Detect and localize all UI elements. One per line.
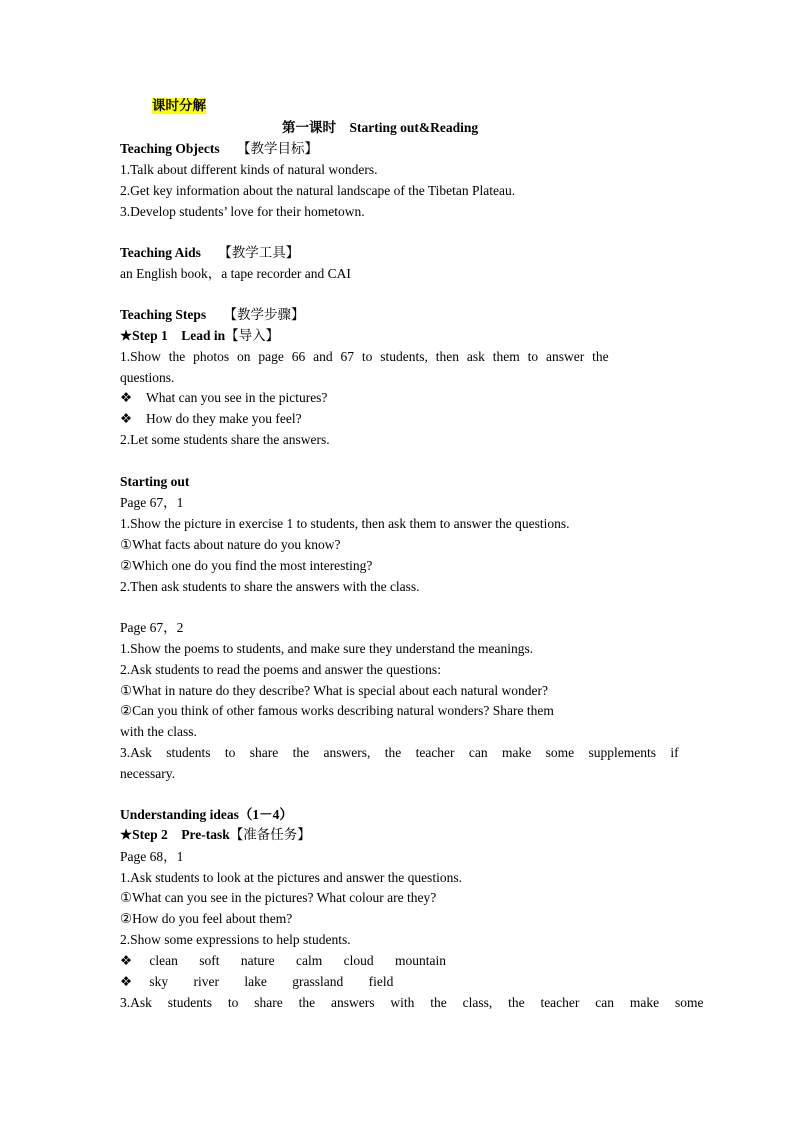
word: field xyxy=(368,974,394,989)
aids-text: an English book，a tape recorder and CAI xyxy=(120,266,351,281)
starting-out-p2-justified xyxy=(120,744,679,762)
objects-heading xyxy=(120,140,318,158)
aids-heading-cn: 【教学工具】 xyxy=(218,245,300,261)
objects-item-2: 2.Get key information about the natural landscape of the Tibetan Plateau. xyxy=(120,183,516,198)
word: grassland xyxy=(292,974,344,989)
understanding-last-line-text: 3.Ask students to share the answers with the class, the teacher can make some xyxy=(120,995,704,1010)
starting-out-p2-line4: ②Can you think of other famous works describing natural wonders? Share them xyxy=(120,703,554,718)
starting-out-p2-justified-cont: necessary. xyxy=(120,766,175,781)
starting-out-p2-line5: with the class. xyxy=(120,724,197,739)
understanding-line3: ②How do you feel about them? xyxy=(120,911,293,926)
step1-bullet-2-text: How do they make you feel? xyxy=(146,411,302,426)
word: nature xyxy=(240,953,275,968)
understanding-line1: 1.Ask students to look at the pictures and answer the questions. xyxy=(120,870,462,885)
word: river xyxy=(193,974,219,989)
starting-out-p1-line3: ②Which one do you find the most interesting? xyxy=(120,558,373,573)
understanding-heading: Understanding ideas（1－4） xyxy=(120,807,293,822)
step1-line1-text: 1.Show the photos on page 66 and 67 to students, then ask them to answer the xyxy=(120,349,609,364)
star-icon: ★ xyxy=(120,827,133,842)
aids-heading-en: Teaching Aids xyxy=(120,245,201,260)
understanding-page: Page 68，1 xyxy=(120,849,184,864)
word: clean xyxy=(149,953,178,968)
diamond-bullet-icon: ❖ xyxy=(120,953,133,969)
starting-out-p1-line2: ①What facts about nature do you know? xyxy=(120,537,341,552)
word: calm xyxy=(295,953,323,968)
steps-heading xyxy=(120,306,305,324)
words-row-2 xyxy=(120,973,393,991)
starting-out-p1-line4: 2.Then ask students to share the answers with the class. xyxy=(120,579,420,594)
starting-out-p2-line3: ①What in nature do they describe? What is special about each natural wonder? xyxy=(120,683,548,698)
step1-cn: 【导入】 xyxy=(225,328,280,344)
aids-heading xyxy=(120,244,299,262)
word: soft xyxy=(199,953,220,968)
step1-bullet-1 xyxy=(120,389,327,407)
starting-out-p2-line2: 2.Ask students to read the poems and answer the questions: xyxy=(120,662,441,677)
step1-heading xyxy=(120,327,279,345)
starting-out-heading: Starting out xyxy=(120,474,190,489)
lesson-title: 第一课时 Starting out&Reading xyxy=(282,120,479,135)
diamond-bullet-icon: ❖ xyxy=(120,390,133,406)
step1-title: Step 1 Lead in xyxy=(132,328,226,343)
objects-heading-cn: 【教学目标】 xyxy=(237,141,319,157)
step2-title: Step 2 Pre-task xyxy=(132,827,230,842)
step1-line2: 2.Let some students share the answers. xyxy=(120,432,330,447)
words-row-1 xyxy=(120,952,446,970)
understanding-last-line xyxy=(120,994,704,1012)
starting-out-p1-line1: 1.Show the picture in exercise 1 to students, then ask them to answer the questions. xyxy=(120,516,570,531)
diamond-bullet-icon: ❖ xyxy=(120,411,133,427)
section-tag xyxy=(152,97,206,115)
step1-line1 xyxy=(120,348,672,366)
star-icon: ★ xyxy=(120,328,133,343)
objects-heading-en: Teaching Objects xyxy=(120,141,220,156)
starting-out-p2-line1: 1.Show the poems to students, and make sure they understand the meanings. xyxy=(120,641,534,656)
understanding-line4: 2.Show some expressions to help students. xyxy=(120,932,351,947)
understanding-line2: ①What can you see in the pictures? What colour are they? xyxy=(120,890,437,905)
word: lake xyxy=(244,974,267,989)
starting-out-page2: Page 67，2 xyxy=(120,620,184,635)
objects-item-3: 3.Develop students’ love for their hometown. xyxy=(120,204,365,219)
step1-bullet-2 xyxy=(120,410,302,428)
word: cloud xyxy=(343,953,374,968)
step1-line1-cont: questions. xyxy=(120,370,175,385)
starting-out-p2-justified-text: 3.Ask students to share the answers, the teacher can make some supplements if xyxy=(120,745,679,760)
steps-heading-cn: 【教学步骤】 xyxy=(223,307,305,323)
step2-cn: 【准备任务】 xyxy=(229,827,311,843)
steps-heading-en: Teaching Steps xyxy=(120,307,207,322)
step1-bullet-1-text: What can you see in the pictures? xyxy=(146,390,328,405)
step2-heading xyxy=(120,826,311,844)
starting-out-page1: Page 67，1 xyxy=(120,495,184,510)
objects-item-1: 1.Talk about different kinds of natural wonders. xyxy=(120,162,378,177)
section-tag-text: 课时分解 xyxy=(152,98,206,114)
word: mountain xyxy=(394,953,446,968)
diamond-bullet-icon: ❖ xyxy=(120,974,133,990)
word: sky xyxy=(149,974,169,989)
